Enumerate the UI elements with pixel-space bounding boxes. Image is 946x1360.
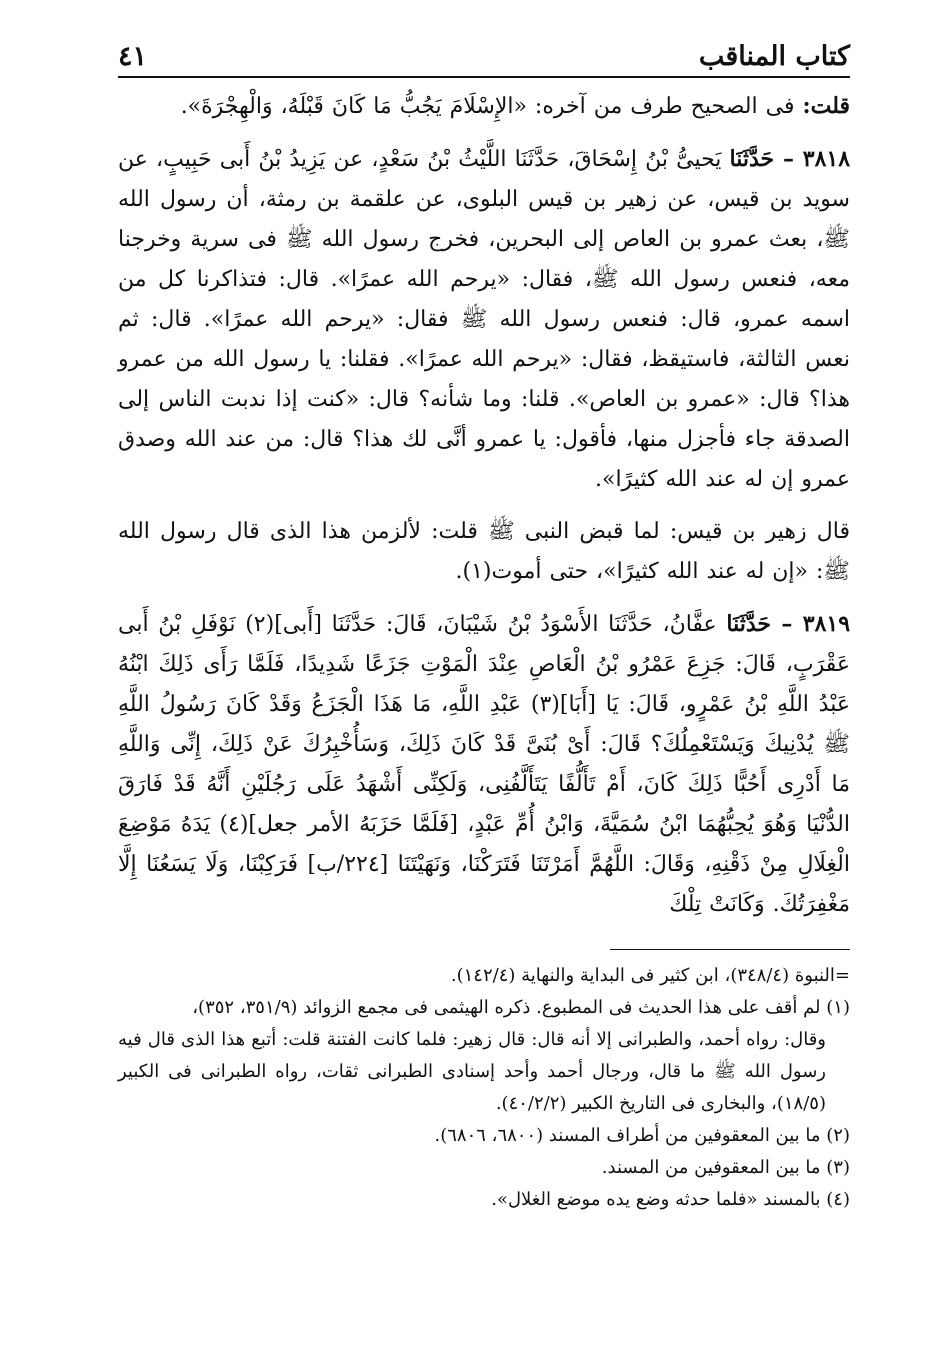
footnote-2: (٢) ما بين المعقوفين من أطراف المسند (٦٨٠٠، ٦٨٠٦).	[434, 1125, 850, 1146]
footnote-3: (٣) ما بين المعقوفين من المسند.	[601, 1157, 850, 1178]
page-header	[118, 28, 850, 78]
hadith-lead-3818: حَدَّثَنَا	[729, 146, 783, 172]
hadith-3819	[118, 604, 850, 925]
zuhair-text: قال زهير بن قيس: لما قبض النبى ﷺ قلت: لألزمن هذا الذى قال رسول الله ﷺ: «إن له عند الله كثيرًا»، حتى أموت(١).	[118, 519, 850, 584]
paragraph-zuhair	[118, 512, 850, 592]
footnote-1: (١) لم أقف على هذا الحديث فى المطبوع. ذكره الهيثمى فى مجمع الزوائد (٣٥١/٩، ٣٥٢)،	[192, 997, 850, 1018]
book-title: كتاب المناقب	[698, 41, 850, 72]
footnote-1-continued: وقال: رواه أحمد، والطبرانى إلا أنه قال: قال زهير: فلما كانت الفتنة قلت: أتبع هذا الذى قال فيه رسول الله ﷺ ما قال، ورجال أحمد وأحد إسنادى الطبرانى ثقات، رواه الطبرانى فى الكبير (١٨/٥)، والبخارى فى التاريخ الكبير (٤٠/٢/٢).	[118, 1029, 826, 1114]
hadith-text-3818: يَحيىُّ بْنُ إِسْحَاقَ، حَدَّثَنَا اللَّيْثُ بْنُ سَعْدٍ، عن يَزِيدُ بْنُ أَبى حَبِيبٍ، عن سويد بن قيس، عن زهير بن قيس البلوى، عن علقمة بن رمثة، أن رسول الله ﷺ، بعث عمرو بن العاص إلى البحرين، فخرج رسول الله ﷺ فى سرية وخرجنا معه، فنعس رسول الله ﷺ، فقال: «يرحم الله عمرًا». قال: فتذاكرنا كل من اسمه عمرو، قال: فنعس رسول الله ﷺ فقال: «يرحم الله عمرًا». قال: ثم نعس الثالثة، فاستيقظ، فقال: «يرحم الله عمرًا». فقلنا: يا رسول الله من عمرو هذا؟ قال: «عمرو بن العاص». قلنا: وما شأنه؟ قال: «كنت إذا ندبت الناس إلى الصدقة جاء فأجزل منها، فأقول: يا عمرو أنَّى لك هذا؟ قال: من عند الله وصدق عمرو إن له عند الله كثيرًا».	[118, 147, 851, 492]
footnote-continuation: =النبوة (٣٤٨/٤)، ابن كثير فى البداية والنهاية (١٤٢/٤).	[450, 965, 850, 986]
page-number: ٤١	[118, 41, 148, 72]
hadith-text-3819: عفَّانُ، حَدَّثَنَا الأَسْوَدُ بْنُ شَيْبَانَ، قَالَ: حَدَّثَنَا [أَبى](٢) نَوْفَلِ بْنُ أَبى عَقْرَبٍ، قَالَ: جَزِعَ عَمْرُو بْنُ الْعَاصِ عِنْدَ الْمَوْتِ جَزَعًا شَدِيدًا، فَلَمَّا رَأَى ذَلِكَ ابْنُهُ عَبْدُ اللَّهِ بْنُ عَمْرٍو، قَالَ: يَا [أَبَا](٣) عَبْدِ اللَّهِ، مَا هَذَا الْجَزَعُ وَقَدْ كَانَ رَسُولُ اللَّهِ ﷺ يُدْنِيكَ وَيَسْتَعْمِلُكَ؟ قَالَ: أَىْ بُنَىَّ قَدْ كَانَ ذَلِكَ، وَسَأُخْبِرُكَ عَنْ ذَلِكَ، إِنِّى وَاللَّهِ مَا أَدْرِى أَحُبًّا ذَلِكَ كَانَ، أَمْ تَأَلُّفًا يَتَأَلَّفُنِى، وَلَكِنِّى أَشْهَدُ عَلَى رَجُلَيْنِ أَنَّهُ قَدْ فَارَقَ الدُّنْيَا وَهُوَ يُحِبُّهُمَا ابْنُ سُمَيَّةَ، وَابْنُ أُمِّ عَبْدٍ، [فَلَمَّا حَزَبَهُ الأمر جعل](٤) يَدَهُ مَوْضِعَ الْغِلَالِ مِنْ ذَقْنِهِ، وَقَالَ: اللَّهُمَّ أَمَرْتَنَا فَتَرَكْنَا، وَنَهَيْتَنَا [٢٢٤/ب] فَرَكِبْنَا، وَلَا يَسَعُنَا إِلَّا مَغْفِرَتُكَ. وَكَانَتْ تِلْكَ	[118, 612, 850, 917]
hadith-3818	[118, 139, 850, 500]
hadith-number-3818: ٣٨١٨ –	[782, 146, 851, 172]
footnote-4: (٤) بالمسند «فلما حدثه وضع يده موضع الغلال».	[491, 1189, 850, 1210]
qult-text: فى الصحيح طرف من آخره: «الإِسْلَامَ يَجُبُّ مَا كَانَ قَبْلَهُ، وَالْهِجْرَةَ».	[180, 94, 803, 119]
hadith-lead-3819: حَدَّثَنَا	[726, 611, 782, 637]
main-text	[118, 86, 850, 925]
qult-label: قلت:	[802, 93, 850, 119]
paragraph-qult	[118, 86, 850, 127]
footnote-divider	[610, 949, 850, 950]
hadith-number-3819: ٣٨١٩ –	[781, 611, 851, 637]
footnotes	[118, 960, 850, 1216]
